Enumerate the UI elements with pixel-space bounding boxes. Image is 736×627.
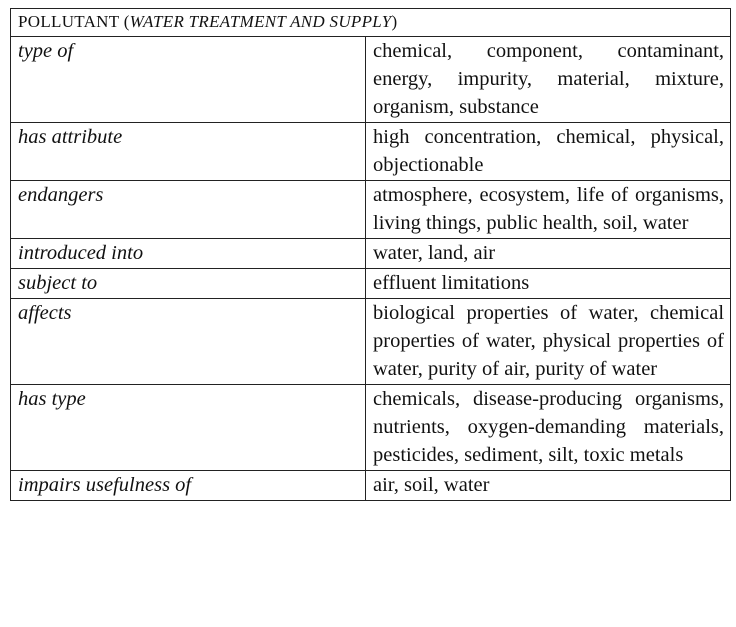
value-cell: air, soil, water	[366, 471, 731, 501]
relation-cell: affects	[11, 299, 366, 385]
table-row	[11, 181, 731, 239]
header-close-paren: )	[391, 12, 398, 31]
header-domain: WATER TREATMENT AND SUPPLY	[129, 12, 392, 31]
table-header	[11, 9, 731, 37]
value-cell: water, land, air	[366, 239, 731, 269]
value-cell: biological properties of water, chemical properties of water, physical properties of water, purity of air, purity of water	[366, 299, 731, 385]
table-row	[11, 239, 731, 269]
header-term: POLLUTANT	[18, 12, 120, 31]
relation-cell: has attribute	[11, 123, 366, 181]
table-row	[11, 299, 731, 385]
relation-cell: has type	[11, 385, 366, 471]
table-row	[11, 37, 731, 123]
header-open-paren: (	[123, 12, 130, 31]
value-cell: atmosphere, ecosystem, life of organisms, living things, public health, soil, water	[366, 181, 731, 239]
relation-cell: subject to	[11, 269, 366, 299]
value-cell: chemicals, disease-producing organisms, nutrients, oxygen-demanding materials, pesticides, sediment, silt, toxic metals	[366, 385, 731, 471]
table-row	[11, 471, 731, 501]
terminology-table	[10, 8, 731, 501]
relation-cell: endangers	[11, 181, 366, 239]
table-row	[11, 269, 731, 299]
value-cell: high concentration, chemical, physical, objectionable	[366, 123, 731, 181]
value-cell: effluent limitations	[366, 269, 731, 299]
table-row	[11, 385, 731, 471]
table-header-row	[11, 9, 731, 37]
relation-cell: introduced into	[11, 239, 366, 269]
relation-cell: type of	[11, 37, 366, 123]
table-row	[11, 123, 731, 181]
relation-cell: impairs usefulness of	[11, 471, 366, 501]
value-cell: chemical, component, contaminant, energy, impurity, material, mixture, organism, substance	[366, 37, 731, 123]
